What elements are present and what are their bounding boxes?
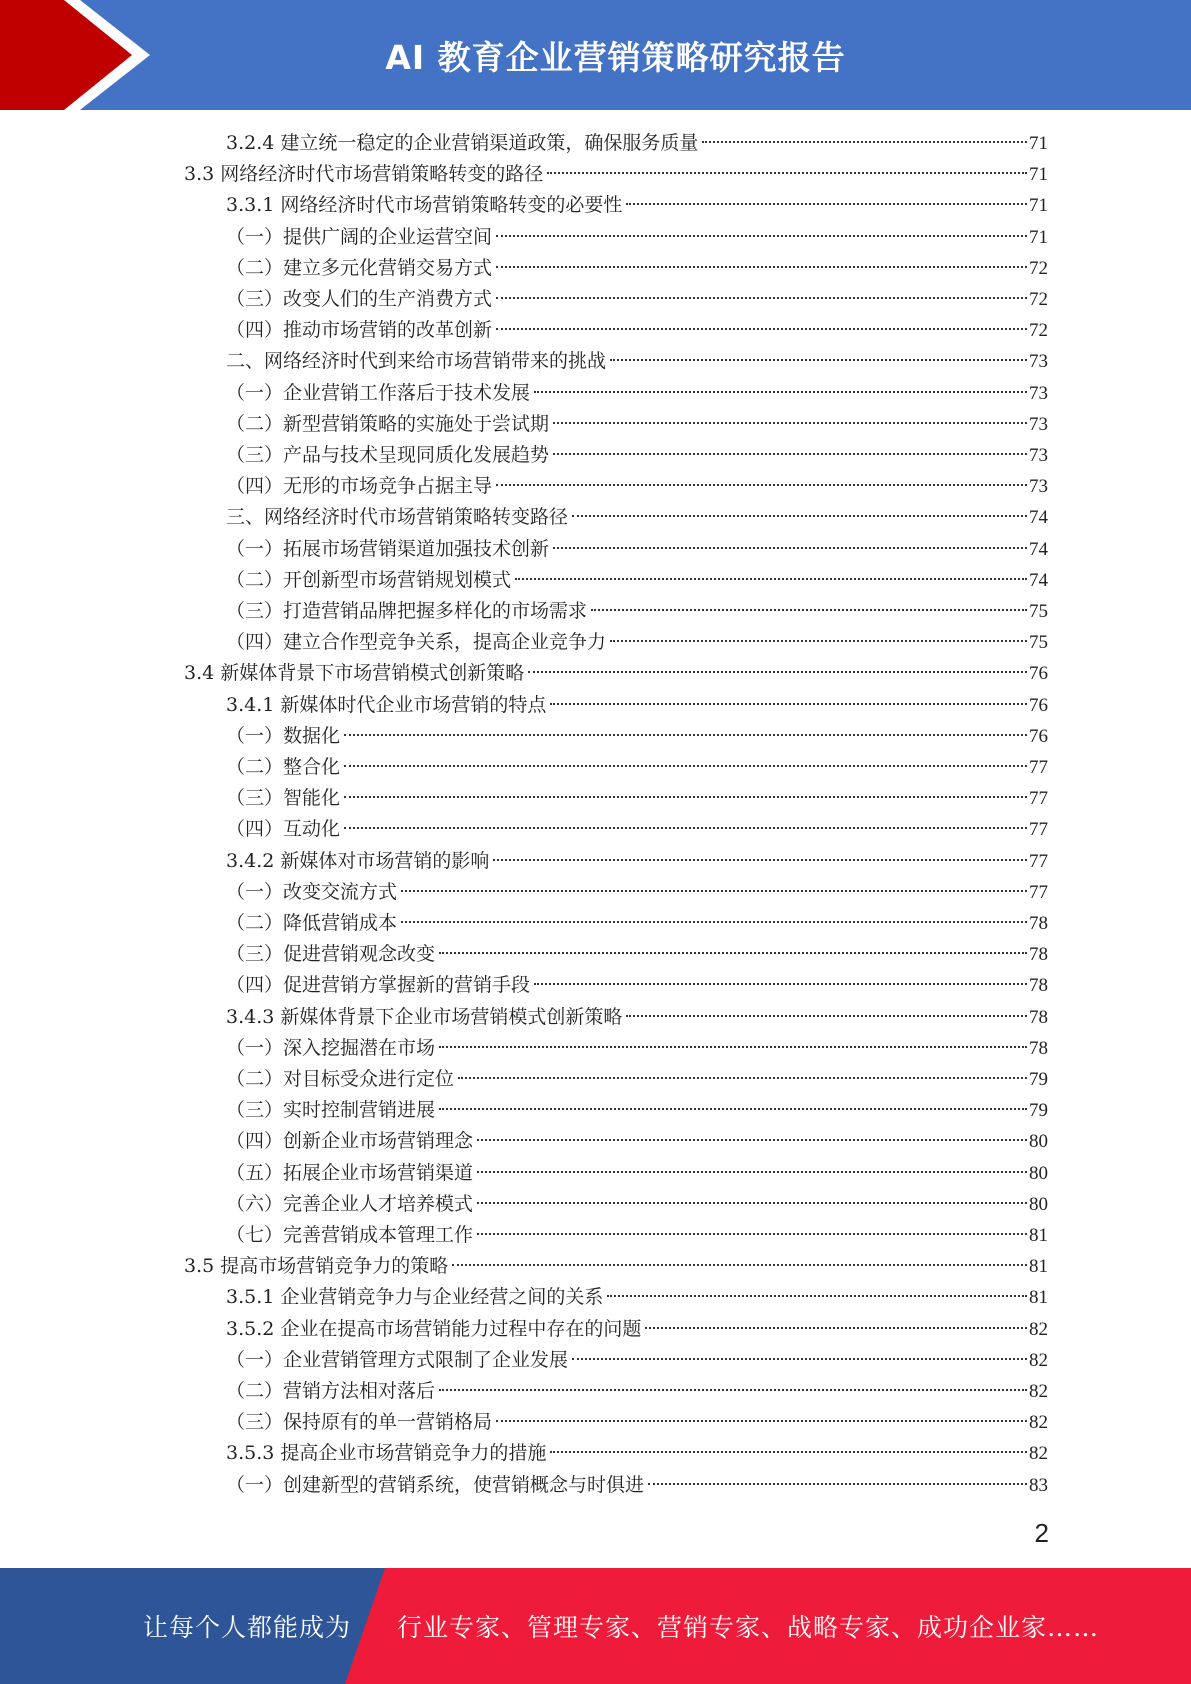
toc-entry[interactable] (226, 1189, 1048, 1220)
toc-entry-page: 78 (1029, 944, 1048, 966)
toc-entry[interactable] (226, 1220, 1048, 1251)
toc-dot-leader (702, 141, 1027, 143)
toc-entry-label: （二）营销方法相对落后 (226, 1380, 436, 1402)
toc-dot-leader (553, 422, 1027, 424)
toc-entry-page: 71 (1029, 226, 1048, 248)
toc-entry-page: 77 (1029, 850, 1048, 872)
toc-entry-label: 3.4.3 新媒体背景下企业市场营销模式创新策略 (226, 1005, 623, 1028)
toc-entry-label: （四）创新企业市场营销理念 (226, 1130, 474, 1153)
toc-dot-leader (610, 359, 1027, 361)
toc-dot-leader (439, 1108, 1027, 1110)
toc-entry-label: 3.5.3 提高企业市场营销竞争力的措施 (226, 1442, 547, 1465)
header-red-arrow-decoration (0, 0, 160, 110)
toc-dot-leader (477, 1233, 1027, 1235)
toc-entry-label: （一）拓展市场营销渠道加强技术创新 (226, 537, 550, 560)
toc-entry-label: 3.4.1 新媒体时代企业市场营销的特点 (226, 693, 547, 716)
toc-dot-leader (515, 578, 1027, 580)
toc-dot-leader (648, 1483, 1027, 1485)
toc-entry-page: 72 (1029, 289, 1048, 310)
toc-dot-leader (496, 484, 1027, 486)
toc-dot-leader (344, 734, 1027, 736)
toc-dot-leader (626, 203, 1027, 205)
toc-entry[interactable] (226, 1064, 1048, 1095)
toc-dot-leader (401, 890, 1027, 892)
toc-entry-page: 82 (1029, 1349, 1048, 1371)
toc-entry-label: 3.4.2 新媒体对市场营销的影响 (226, 849, 490, 872)
toc-entry[interactable] (226, 596, 1048, 627)
toc-entry-label: （四）建立合作型竞争关系，提高企业竞争力 (226, 631, 607, 654)
footer-roles: 行业专家、管理专家、营销专家、战略专家、成功企业家…… (397, 1613, 1100, 1642)
toc-entry[interactable] (226, 752, 1048, 783)
footer-slogan: 让每个人都能成为 (143, 1613, 352, 1642)
toc-entry-page: 81 (1029, 1225, 1048, 1246)
toc-entry-label: （一）企业营销管理方式限制了企业发展 (226, 1348, 569, 1371)
toc-entry-label: （二）新型营销策略的实施处于尝试期 (226, 412, 550, 435)
toc-entry-page: 80 (1029, 1193, 1048, 1215)
toc-entry-label: （四）促进营销方掌握新的营销手段 (226, 974, 531, 997)
toc-entry[interactable] (226, 1470, 1048, 1501)
toc-dot-leader (439, 1046, 1027, 1048)
toc-entry-page: 82 (1029, 1318, 1048, 1340)
toc-entry-label: 3.5.1 企业营销竞争力与企业经营之间的关系 (226, 1286, 604, 1309)
toc-dot-leader (550, 1451, 1027, 1453)
toc-entry-page: 82 (1029, 1443, 1048, 1465)
toc-entry-page: 79 (1029, 1100, 1048, 1122)
toc-dot-leader (534, 391, 1027, 393)
toc-dot-leader (452, 1264, 1027, 1266)
toc-entry-label: （三）智能化 (226, 787, 341, 810)
toc-entry[interactable] (226, 846, 1048, 877)
toc-entry[interactable] (226, 253, 1048, 284)
toc-entry-label: 3.3.1 网络经济时代市场营销策略转变的必要性 (226, 194, 623, 217)
toc-entry-page: 73 (1029, 382, 1048, 404)
toc-entry-label: （三）打造营销品牌把握多样化的市场需求 (226, 600, 588, 622)
toc-entry-page: 77 (1029, 881, 1048, 903)
toc-entry-label: （三）实时控制营销进展 (226, 1099, 436, 1122)
toc-entry-page: 78 (1029, 1006, 1048, 1028)
toc-entry-label: （一）数据化 (226, 724, 341, 747)
toc-entry-page: 72 (1029, 320, 1048, 342)
toc-entry-page: 78 (1029, 975, 1048, 997)
toc-entry[interactable] (226, 690, 1048, 721)
toc-entry[interactable] (226, 1314, 1048, 1345)
toc-entry-page: 71 (1029, 133, 1048, 154)
toc-entry-page: 77 (1029, 819, 1048, 841)
toc-entry-label: （一）深入挖掘潜在市场 (226, 1036, 436, 1059)
toc-entry-page: 74 (1029, 538, 1048, 560)
toc-entry-page: 73 (1029, 445, 1048, 466)
toc-entry-page: 75 (1029, 632, 1048, 654)
toc-entry[interactable] (226, 1345, 1048, 1376)
toc-dot-leader (591, 609, 1027, 611)
toc-entry[interactable] (226, 939, 1048, 970)
toc-entry[interactable] (226, 970, 1048, 1001)
toc-entry-label: （一）提供广阔的企业运营空间 (226, 225, 493, 248)
toc-entry-label: 3.3 网络经济时代市场营销策略转变的路径 (184, 163, 544, 186)
toc-entry-page: 75 (1029, 601, 1048, 622)
toc-entry-label: （二）降低营销成本 (226, 912, 398, 934)
toc-entry[interactable] (226, 721, 1048, 752)
toc-entry-page: 81 (1029, 1256, 1048, 1278)
toc-entry-label: 三、网络经济时代市场营销策略转变路径 (226, 506, 569, 529)
toc-entry-page: 74 (1029, 569, 1048, 591)
toc-entry[interactable] (226, 783, 1048, 814)
toc-entry[interactable] (226, 1002, 1048, 1033)
page-number: 2 (1034, 1518, 1049, 1548)
toc-entry-label: （二）整合化 (226, 756, 341, 778)
toc-dot-leader (496, 1420, 1027, 1422)
toc-entry[interactable] (226, 409, 1048, 440)
toc-entry-page: 76 (1029, 725, 1048, 747)
toc-entry[interactable] (226, 1126, 1048, 1157)
toc-dot-leader (344, 765, 1027, 767)
toc-entry[interactable] (226, 378, 1048, 409)
toc-entry-label: 3.4 新媒体背景下市场营销模式创新策略 (184, 662, 525, 685)
toc-entry-page: 73 (1029, 351, 1048, 373)
toc-dot-leader (645, 1327, 1027, 1329)
toc-dot-leader (439, 952, 1027, 954)
toc-dot-leader (550, 703, 1027, 705)
toc-entry[interactable] (226, 471, 1048, 502)
toc-dot-leader (496, 235, 1027, 237)
toc-entry[interactable] (226, 1158, 1048, 1189)
toc-entry-label: （三）产品与技术呈现同质化发展趋势 (226, 444, 550, 466)
toc-entry[interactable] (226, 908, 1048, 939)
toc-dot-leader (572, 1358, 1027, 1360)
toc-entry-label: （五）拓展企业市场营销渠道 (226, 1161, 474, 1184)
toc-entry-page: 78 (1029, 1037, 1048, 1059)
toc-entry[interactable] (226, 1407, 1048, 1438)
toc-entry[interactable] (184, 658, 1048, 689)
page-header (0, 0, 1191, 110)
toc-entry[interactable] (226, 315, 1048, 346)
toc-dot-leader (477, 1202, 1027, 1204)
toc-dot-leader (477, 1139, 1027, 1141)
toc-entry[interactable] (226, 502, 1048, 533)
toc-entry-label: （三）保持原有的单一营销格局 (226, 1411, 493, 1434)
toc-entry-label: （三）改变人们的生产消费方式 (226, 288, 493, 310)
toc-entry[interactable] (226, 440, 1048, 471)
toc-dot-leader (610, 640, 1027, 642)
toc-entry[interactable] (184, 159, 1048, 190)
toc-dot-leader (626, 1015, 1027, 1017)
report-title: AI 教育企业营销策略研究报告 (385, 37, 846, 77)
toc-entry-page: 77 (1029, 757, 1048, 778)
toc-entry[interactable] (226, 565, 1048, 596)
toc-entry-page: 72 (1029, 257, 1048, 279)
toc-entry[interactable] (226, 1438, 1048, 1469)
toc-entry-label: （三）促进营销观念改变 (226, 943, 436, 966)
toc-entry-label: 3.2.4 建立统一稳定的企业营销渠道政策，确保服务质量 (226, 132, 699, 154)
toc-dot-leader (401, 921, 1027, 923)
toc-dot-leader (496, 266, 1027, 268)
toc-entry[interactable] (226, 346, 1048, 377)
toc-entry-page: 76 (1029, 694, 1048, 716)
toc-entry-page: 71 (1029, 164, 1048, 186)
toc-entry-page: 82 (1029, 1381, 1048, 1402)
toc-dot-leader (344, 827, 1027, 829)
toc-entry[interactable] (226, 1095, 1048, 1126)
toc-entry-label: 3.5 提高市场营销竞争力的策略 (184, 1255, 449, 1278)
toc-dot-leader (553, 453, 1027, 455)
toc-entry-label: （四）无形的市场竞争占据主导 (226, 475, 493, 498)
toc-entry[interactable] (226, 128, 1048, 159)
toc-dot-leader (528, 671, 1027, 673)
toc-entry[interactable] (226, 1282, 1048, 1313)
toc-entry[interactable] (226, 284, 1048, 315)
toc-entry[interactable] (226, 814, 1048, 845)
toc-entry-page: 71 (1029, 195, 1048, 217)
toc-entry-page: 77 (1029, 788, 1048, 810)
toc-entry-label: （二）建立多元化营销交易方式 (226, 256, 493, 279)
toc-entry-label: （七）完善营销成本管理工作 (226, 1224, 474, 1246)
toc-entry-label: （四）互动化 (226, 818, 341, 841)
toc-entry-page: 73 (1029, 413, 1048, 435)
toc-entry-label: （一）创建新型的营销系统，使营销概念与时俱进 (226, 1473, 645, 1496)
page-footer (0, 1568, 1191, 1684)
toc-entry-label: 3.5.2 企业在提高市场营销能力过程中存在的问题 (226, 1317, 642, 1340)
toc-entry-page: 73 (1029, 476, 1048, 498)
toc-dot-leader (572, 515, 1027, 517)
toc-entry[interactable] (184, 1251, 1048, 1282)
toc-entry-page: 80 (1029, 1131, 1048, 1153)
toc-entry[interactable] (226, 1376, 1048, 1407)
toc-entry-page: 83 (1029, 1474, 1048, 1496)
toc-entry[interactable] (226, 1033, 1048, 1064)
toc-entry-page: 76 (1029, 663, 1048, 685)
toc-dot-leader (553, 547, 1027, 549)
toc-dot-leader (344, 796, 1027, 798)
toc-dot-leader (458, 1077, 1027, 1079)
toc-entry-label: （四）推动市场营销的改革创新 (226, 319, 493, 342)
toc-entry-page: 79 (1029, 1069, 1048, 1090)
toc-entry-label: （六）完善企业人才培养模式 (226, 1192, 474, 1215)
toc-dot-leader (493, 859, 1027, 861)
toc-dot-leader (496, 328, 1027, 330)
toc-entry[interactable] (226, 190, 1048, 221)
toc-dot-leader (439, 1389, 1027, 1391)
toc-entry-label: （一）企业营销工作落后于技术发展 (226, 381, 531, 404)
toc-dot-leader (496, 297, 1027, 299)
toc-entry-label: （一）改变交流方式 (226, 880, 398, 903)
toc-entry-page: 82 (1029, 1412, 1048, 1434)
toc-dot-leader (547, 172, 1027, 174)
toc-entry[interactable] (226, 627, 1048, 658)
toc-dot-leader (534, 983, 1027, 985)
toc-dot-leader (477, 1171, 1027, 1173)
toc-entry-page: 78 (1029, 913, 1048, 934)
toc-entry-page: 81 (1029, 1287, 1048, 1309)
toc-entry[interactable] (226, 877, 1048, 908)
toc-entry[interactable] (226, 222, 1048, 253)
toc-entry-label: （二）对目标受众进行定位 (226, 1068, 455, 1090)
toc-dot-leader (607, 1295, 1027, 1297)
toc-entry-label: （二）开创新型市场营销规划模式 (226, 568, 512, 591)
toc-entry-label: 二、网络经济时代到来给市场营销带来的挑战 (226, 350, 607, 373)
toc-entry[interactable] (226, 534, 1048, 565)
toc-entry-page: 74 (1029, 507, 1048, 529)
toc-entry-page: 80 (1029, 1162, 1048, 1184)
